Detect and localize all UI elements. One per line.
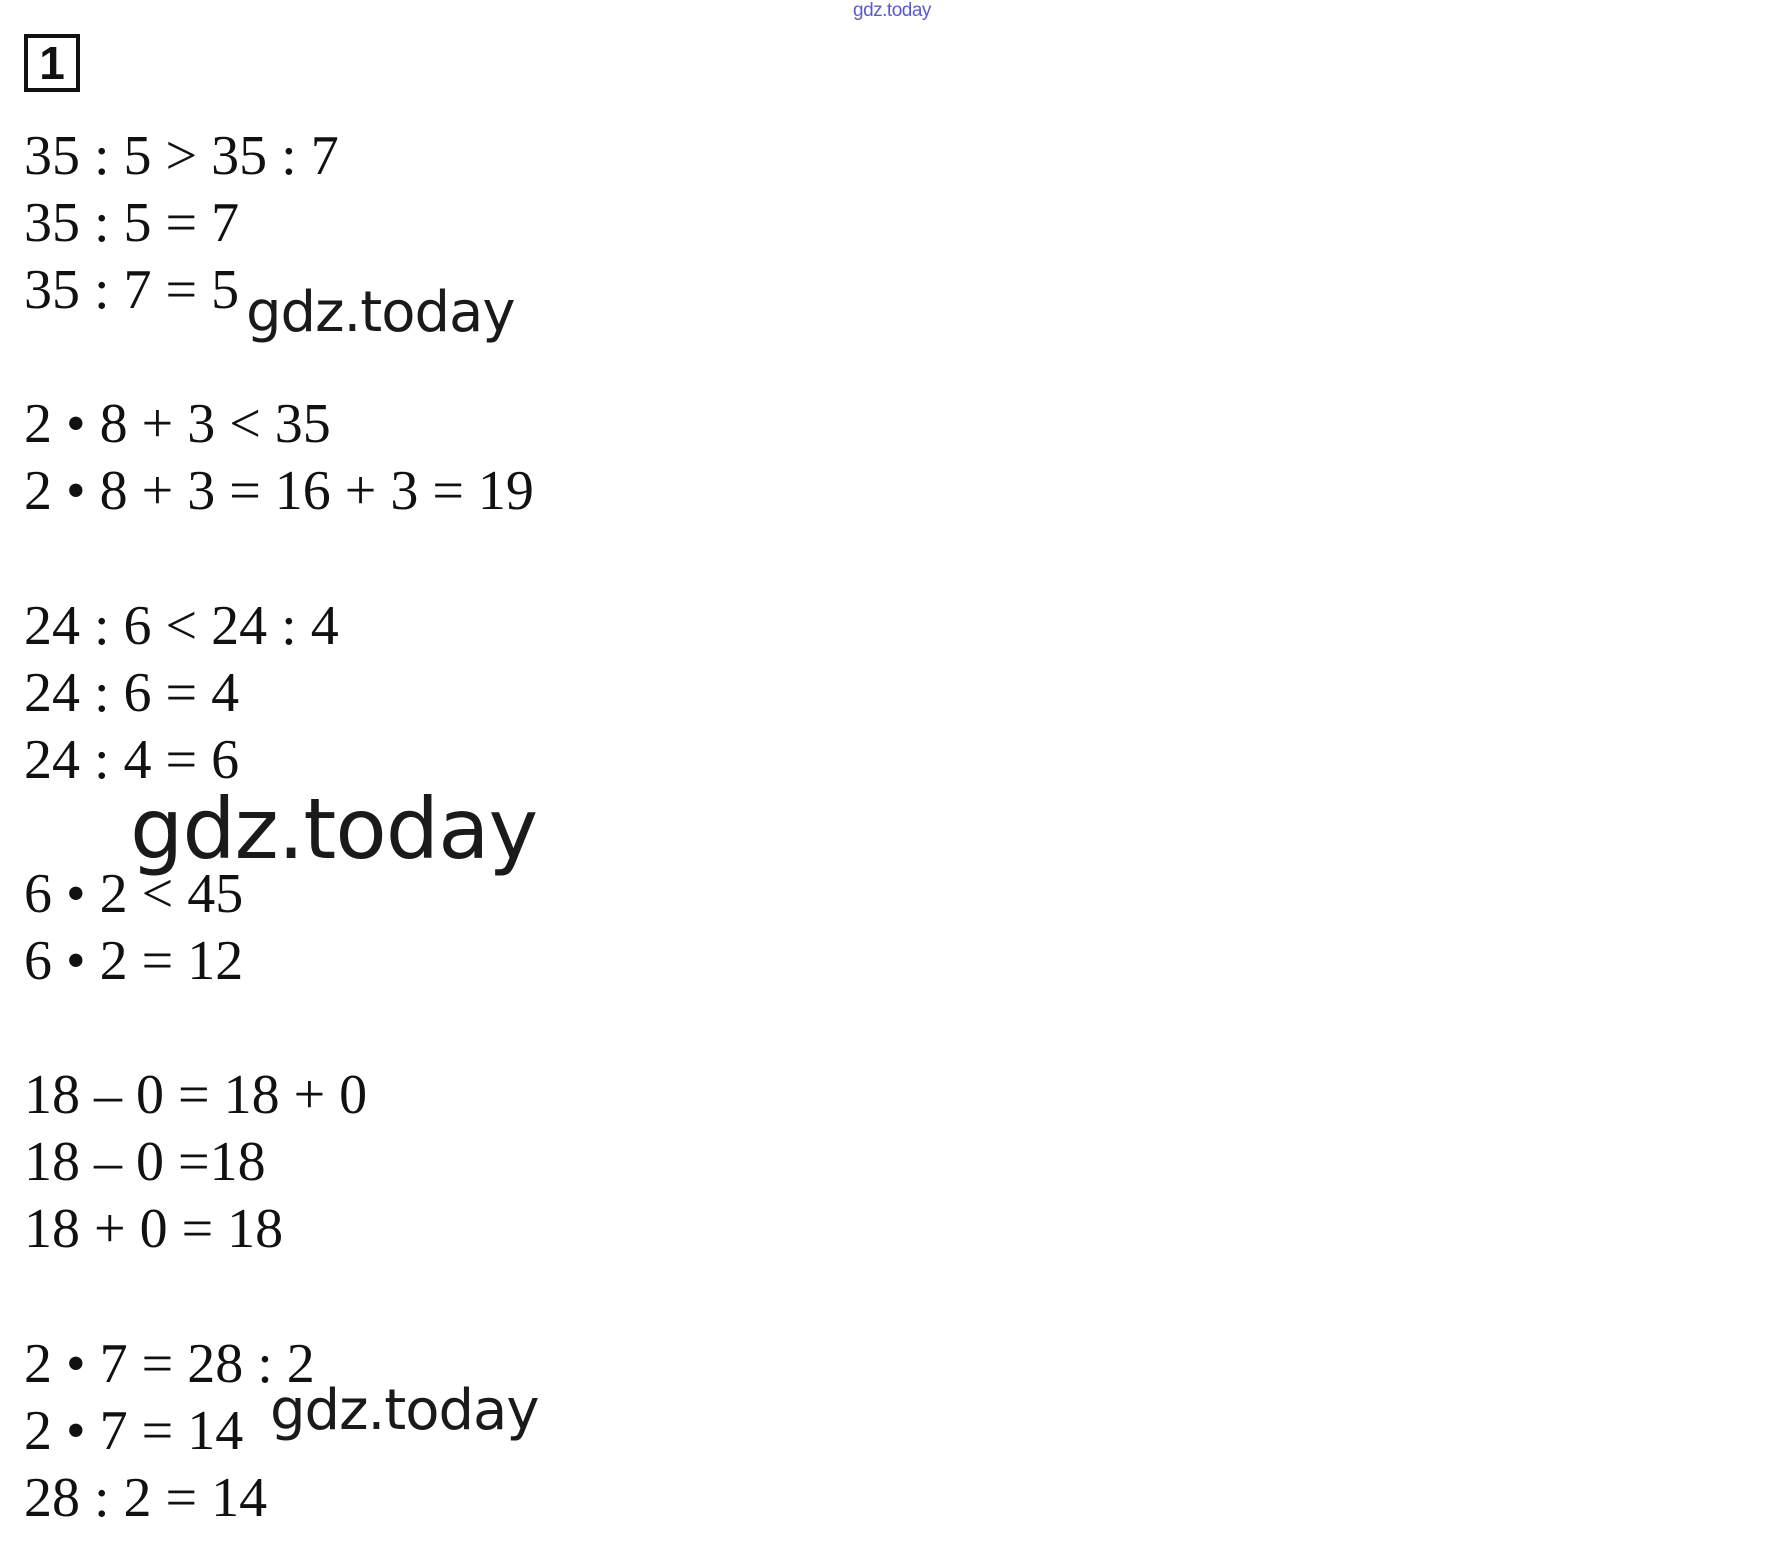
equation-line: 6 • 2 < 45: [24, 863, 244, 925]
equation-line: 2 • 7 = 14: [24, 1400, 244, 1462]
equation-line: 35 : 7 = 5: [24, 259, 240, 321]
equation-line: 24 : 6 = 4: [24, 662, 240, 724]
equation-line: 35 : 5 > 35 : 7: [24, 125, 339, 187]
equation-line: 28 : 2 = 14: [24, 1467, 268, 1529]
equation-line: 24 : 4 = 6: [24, 729, 240, 791]
equation-line: 18 – 0 =18: [24, 1131, 266, 1193]
watermark-text: gdz.today: [246, 280, 515, 345]
header-watermark: gdz.today: [853, 0, 931, 21]
equation-line: 2 • 7 = 28 : 2: [24, 1333, 315, 1395]
watermark-text: gdz.today: [270, 1378, 539, 1443]
equation-line: 6 • 2 = 12: [24, 930, 244, 992]
equation-line: 18 – 0 = 18 + 0: [24, 1064, 368, 1126]
watermark-text: gdz.today: [130, 780, 538, 878]
task-number-badge: 1: [24, 34, 80, 92]
equation-line: 24 : 6 < 24 : 4: [24, 595, 339, 657]
equation-line: 18 + 0 = 18: [24, 1198, 284, 1260]
equation-line: 2 • 8 + 3 = 16 + 3 = 19: [24, 460, 534, 522]
equation-line: 35 : 5 = 7: [24, 192, 240, 254]
equation-line: 2 • 8 + 3 < 35: [24, 393, 331, 455]
